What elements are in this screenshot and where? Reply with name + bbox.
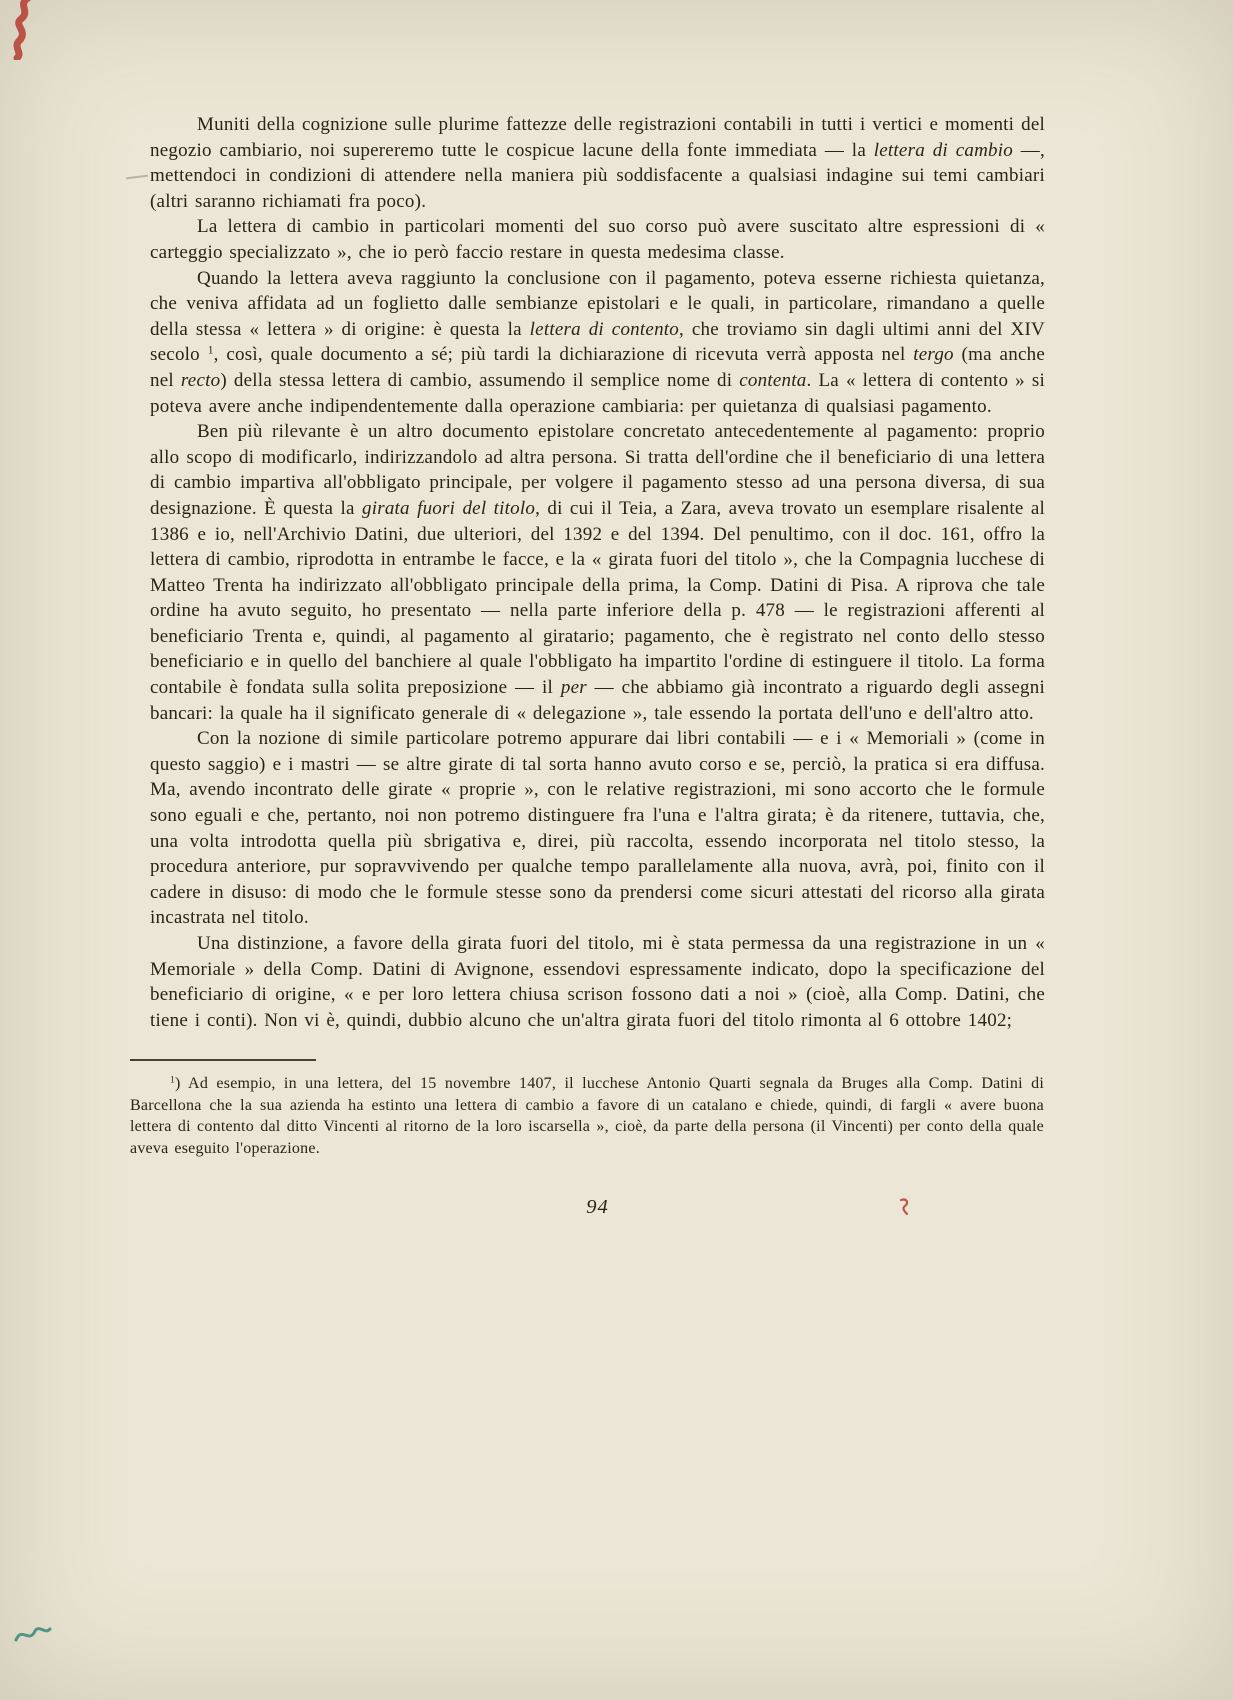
- text-run: Quando la lettera aveva raggiunto la conclusione con il pagamento, poteva esserne richiesta quietanza, che veniva affidata ad un foglietto dalle sembianze epistolari e le quali, in particolare, rimandano a quelle della stessa « lettera » di origine: è questa la: [150, 267, 1045, 340]
- italic-text: girata fuori del titolo: [361, 497, 536, 519]
- paragraph: [150, 419, 1045, 726]
- text-block: [130, 112, 1046, 1221]
- text-run: ) della stessa lettera di cambio, assumendo il semplice nome di: [220, 369, 740, 391]
- text-run: . La « lettera di contento » si poteva avere anche indipendentemente dalla operazione cambiaria: per quietanza di qualsiasi pagamento.: [150, 369, 1045, 417]
- page-number: 94: [586, 1196, 609, 1219]
- red-ink-stain-icon: [2, 0, 48, 60]
- text-run: , di cui il Teia, a Zara, aveva trovato un esemplare risalente al 1386 e io, nell'Archivio Datini, due ulteriori, del 1392 e del 1394. Del penultimo, con il doc. 161, offro la lettera di cambio, riprodotta in entrambe le facce, e la « girata fuori del titolo », che la Compagnia lucchese di Matteo Trenta ha indirizzato all'obbligato principale della prima, la Comp. Datini di Pisa. A riprova che tale ordine ha avuto seguito, ho presentato — nella parte inferiore della p. 478 — le registrazioni afferenti al beneficiario Trenta e, quindi, al pagamento al giratario; pagamento, che è registrato nel conto dello stesso beneficiario e in quello del banchiere al quale l'obbligato ha impartito l'ordine di estinguere il titolo. La forma contabile è fondata sulla solita preposizione — il: [150, 497, 1046, 699]
- paragraph: [150, 214, 1045, 265]
- text-run: Ben più rilevante è un altro documento epistolare concretato antecedentemente al pagamento: proprio allo scopo di modificarlo, indirizzandolo ad altra persona. Si tratta dell'ordine che il beneficiario di una lettera di cambio impartiva all'obbligato principale, per volgere il pagamento stesso ad una persona diversa, di sua designazione. È questa la: [150, 421, 1045, 519]
- italic-text: recto: [180, 369, 221, 391]
- paragraph: [150, 112, 1045, 214]
- text-run: (ma anche nel: [150, 344, 1045, 391]
- footnote-rule: [130, 1059, 316, 1061]
- red-ink-dot-icon: [898, 1197, 912, 1217]
- paragraph: [150, 266, 1045, 420]
- footnote-text: [130, 1073, 1044, 1159]
- paragraph: [150, 931, 1045, 1033]
- text-run: La lettera di cambio in particolari momenti del suo corso può avere suscitato altre espressioni di « carteggio specializzato », che io però faccio restare in questa medesima classe.: [150, 216, 1045, 263]
- italic-text: tergo: [913, 344, 954, 366]
- body-paragraphs: [150, 112, 1045, 1033]
- page-number-row: [150, 1195, 1045, 1221]
- text-run: Con la nozione di simile particolare potremo appurare dai libri contabili — e i « Memoriali » (come in questo saggio) e i mastri — se altre girate di tal sorta hanno avuto corso e se, perciò, la pratica si era diffusa. Ma, avendo incontrato delle girate « proprie », con le relative registrazioni, mi sono accorto che le formule sono eguali e che, pertanto, noi non potremo distinguere fra l'una e l'altra girata; è da ritenere, tuttavia, che, una volta introdotta quella più sbrigativa e, direi, più raccolta, essendo incorporata nel titolo stesso, la procedura anteriore, pur sopravvivendo per qualche tempo parallelamente alla nuova, avrà, poi, finito con il cadere in disuso: di modo che le formule stesse sono da prendersi come sicuri attestati del ricorso alla girata incastrata nel titolo.: [150, 728, 1045, 929]
- italic-text: per: [560, 677, 587, 699]
- italic-text: lettera di contento: [529, 318, 680, 340]
- footnote-ref: 1: [170, 1075, 176, 1087]
- italic-text: contenta: [739, 369, 807, 391]
- paragraph: [150, 726, 1045, 931]
- text-run: ) Ad esempio, in una lettera, del 15 novembre 1407, il lucchese Antonio Quarti segnala da Bruges alla Comp. Datini di Barcellona che la sua azienda ha estinto una lettera di cambio a favore di un catalano e chiede, quindi, di fargli « avere buona lettera di contento dal ditto Vincenti al ritorno de la loro iscarsella », cioè, da parte della persona (il Vincenti) per conto della quale aveva eseguito l'operazione.: [130, 1075, 1044, 1157]
- text-run: Muniti della cognizione sulle plurime fattezze delle registrazioni contabili in tutti i vertici e momenti del negozio cambiario, noi supereremo tutte le cospicue lacune della fonte immediata — la: [150, 114, 1045, 161]
- text-run: —, mettendoci in condizioni di attendere nella maniera più soddisfacente a qualsiasi indagine sui temi cambiari (altri saranno richiamati fra poco).: [150, 139, 1045, 212]
- pencil-mark: [126, 175, 148, 180]
- teal-ink-scribble-icon: [14, 1620, 52, 1648]
- italic-text: lettera di cambio: [873, 139, 1014, 161]
- text-run: , così, quale documento a sé; più tardi la dichiarazione di ricevuta verrà apposta nel: [213, 344, 914, 366]
- text-run: Una distinzione, a favore della girata fuori del titolo, mi è stata permessa da una registrazione in un « Memoriale » della Comp. Datini di Avignone, essendovi espressamente indicato, dopo la specificazione del beneficiario di origine, « e per loro lettera chiusa scrison fossono dati a noi » (cioè, alla Comp. Datini, che tiene i conti). Non vi è, quindi, dubbio alcuno che un'altra girata fuori del titolo rimonta al 6 ottobre 1402;: [150, 933, 1045, 1031]
- footnote: [130, 1073, 1044, 1159]
- text-run: — che abbiamo già incontrato a riguardo degli assegni bancari: la quale ha il significato generale di « delegazione », tale essendo la portata dell'uno e dell'altro atto.: [150, 677, 1045, 724]
- text-run: , che troviamo sin dagli ultimi anni del XIV secolo: [150, 318, 1045, 366]
- footnote-ref: 1: [207, 345, 214, 358]
